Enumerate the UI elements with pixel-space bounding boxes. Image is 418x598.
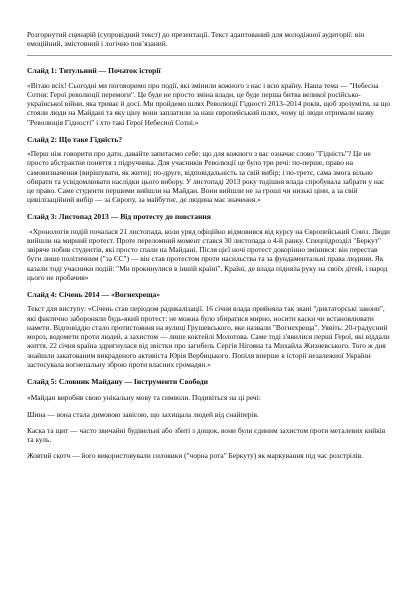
slide-section-4 <box>27 290 392 369</box>
slide-5-item-tire: Шина — вона стала димовою завісою, що захищала людей від снайперів. <box>27 409 259 419</box>
slide-2-heading: Слайд 2: Що таке Гідність? <box>27 134 123 144</box>
slide-2-paragraph: «Перш ніж говорити про дати, давайте запитаємо себе: що для кожного з вас означає слово "Гідність"? Це не просто абстрактне поняття з підручника. Для учасників Революції це було три речі: по-перше, право на самовизначення (вирішувати, як жити); по-друге, відповідальність за свій вибір; і по-третє, сама змога вільно обирати та усвідомлювати наслідки цього вибору. У листопаді 2013 року тодішня влада спробувала забрати у нас це право. Саме студенти першими вийшли на Майдан. Вони вийшли не за гроші чи низькі ціни, а за свій цивілізаційний вибір — за Європу, за майбутнє, де людина має значення.» <box>27 149 385 205</box>
slide-section-5 <box>27 377 392 460</box>
slide-5-item-helmet-shield: Каска та щит — часто звичайні будівельні або збиті з дощок, вони були єдиним захистом проти металевих кийків та куль. <box>27 425 386 444</box>
slide-4-paragraph: Текст для виступу: «Січень став періодом радикалізації. 16 січня влада прийняла так звані "диктаторські закони", які фактично забороняли будь-який протест: не можна було збиратися мирно, носити каски чи встановлювати намети. Відповіддю стало протистояння на вулиці Грушевського, яке назвали "Вогнехреща". Уявіть: 20-градусний мороз, водомети проти людей, а захистом — лише коктейлі Молотова. Саме тоді з'явилися перші Герої, які віддали життя. 22 січня країна здригнулася від звістки про загибель Сергія Нігояна та Михайла Жизневського. Того ж дня знайшли закатованим викраденого активіста Юрія Вербицького. Попіля вперше в історії незалежної України застосувала вогнепальну зброю проти власних громадян.» <box>27 304 390 369</box>
slide-3-paragraph: «Хронологія подій почалася 21 листопада, коли уряд офіційно відмовився від курсу на Європейський Союз. Люди вийшли на мирний протест. Проте переломний момент стався 30 листопада о 4-й ранку. Спецпідрозділ "Беркут" звіряче побив студентів, які просто спали на Майдані. Після цієї ночі протест докорінно змінився: він перестав бути лише політичним ("за ЄС") — він став протестом проти насильства та за фундаментальні права людини. Як казали тоді учасники подій: "Ми прокинулися в іншій країні". Країні, де влада підняла руку на своїх дітей, і народ цього не пробачив» <box>27 226 390 282</box>
slide-1-heading: Слайд 1: Титульний — Початок історії <box>27 66 161 76</box>
slide-1-paragraph: «Вітаю всіх! Сьогодні ми поговоримо про події, які змінили кожного з нас і всю країну. Наша тема — "Небесна Сотня: Герої революції перемоги". Це буде не просто зміна влади, це буде перша битва великої російсько-української війни, яка триває й досі. Ми пройдемо шлях Революції Гідності 2013–2014 років, щоб зрозуміти, за що стояли люди на Майдані та яку ціну вони заплатили за наш європейський шлях, чому ці люди отримали назву "Революція Гідності" і хто такі Герої Небесної Сотні.» <box>27 80 391 127</box>
slide-5-heading: Слайд 5: Словник Майдану — Інструменти Свободи <box>27 376 208 386</box>
slide-section-1 <box>27 66 392 126</box>
slide-section-2 <box>27 135 392 205</box>
slide-5-item-yellow-tape: Жовтий скотч — його використовували силовики ("чорна рота" Беркуту) як маркування під час розстрілів. <box>27 451 364 461</box>
slide-4-heading: Слайд 4: Січень 2014 — «Вогнехреща» <box>27 290 161 300</box>
intro-text: Розгорнутий сценарій (супровідний текст) до презентації. Текст адаптований для молодіжної аудиторії: він емоційний, змістовний і логічно пов’язаний. <box>27 30 365 49</box>
slide-3-heading: Слайд 3: Листопад 2013 — Від протесту до повстання <box>27 212 211 222</box>
slide-5-intro: «Майдан виробив свою унікальну мову та символи. Подивіться на ці речі: <box>27 393 261 403</box>
divider <box>27 55 392 56</box>
slide-section-3 <box>27 212 392 282</box>
